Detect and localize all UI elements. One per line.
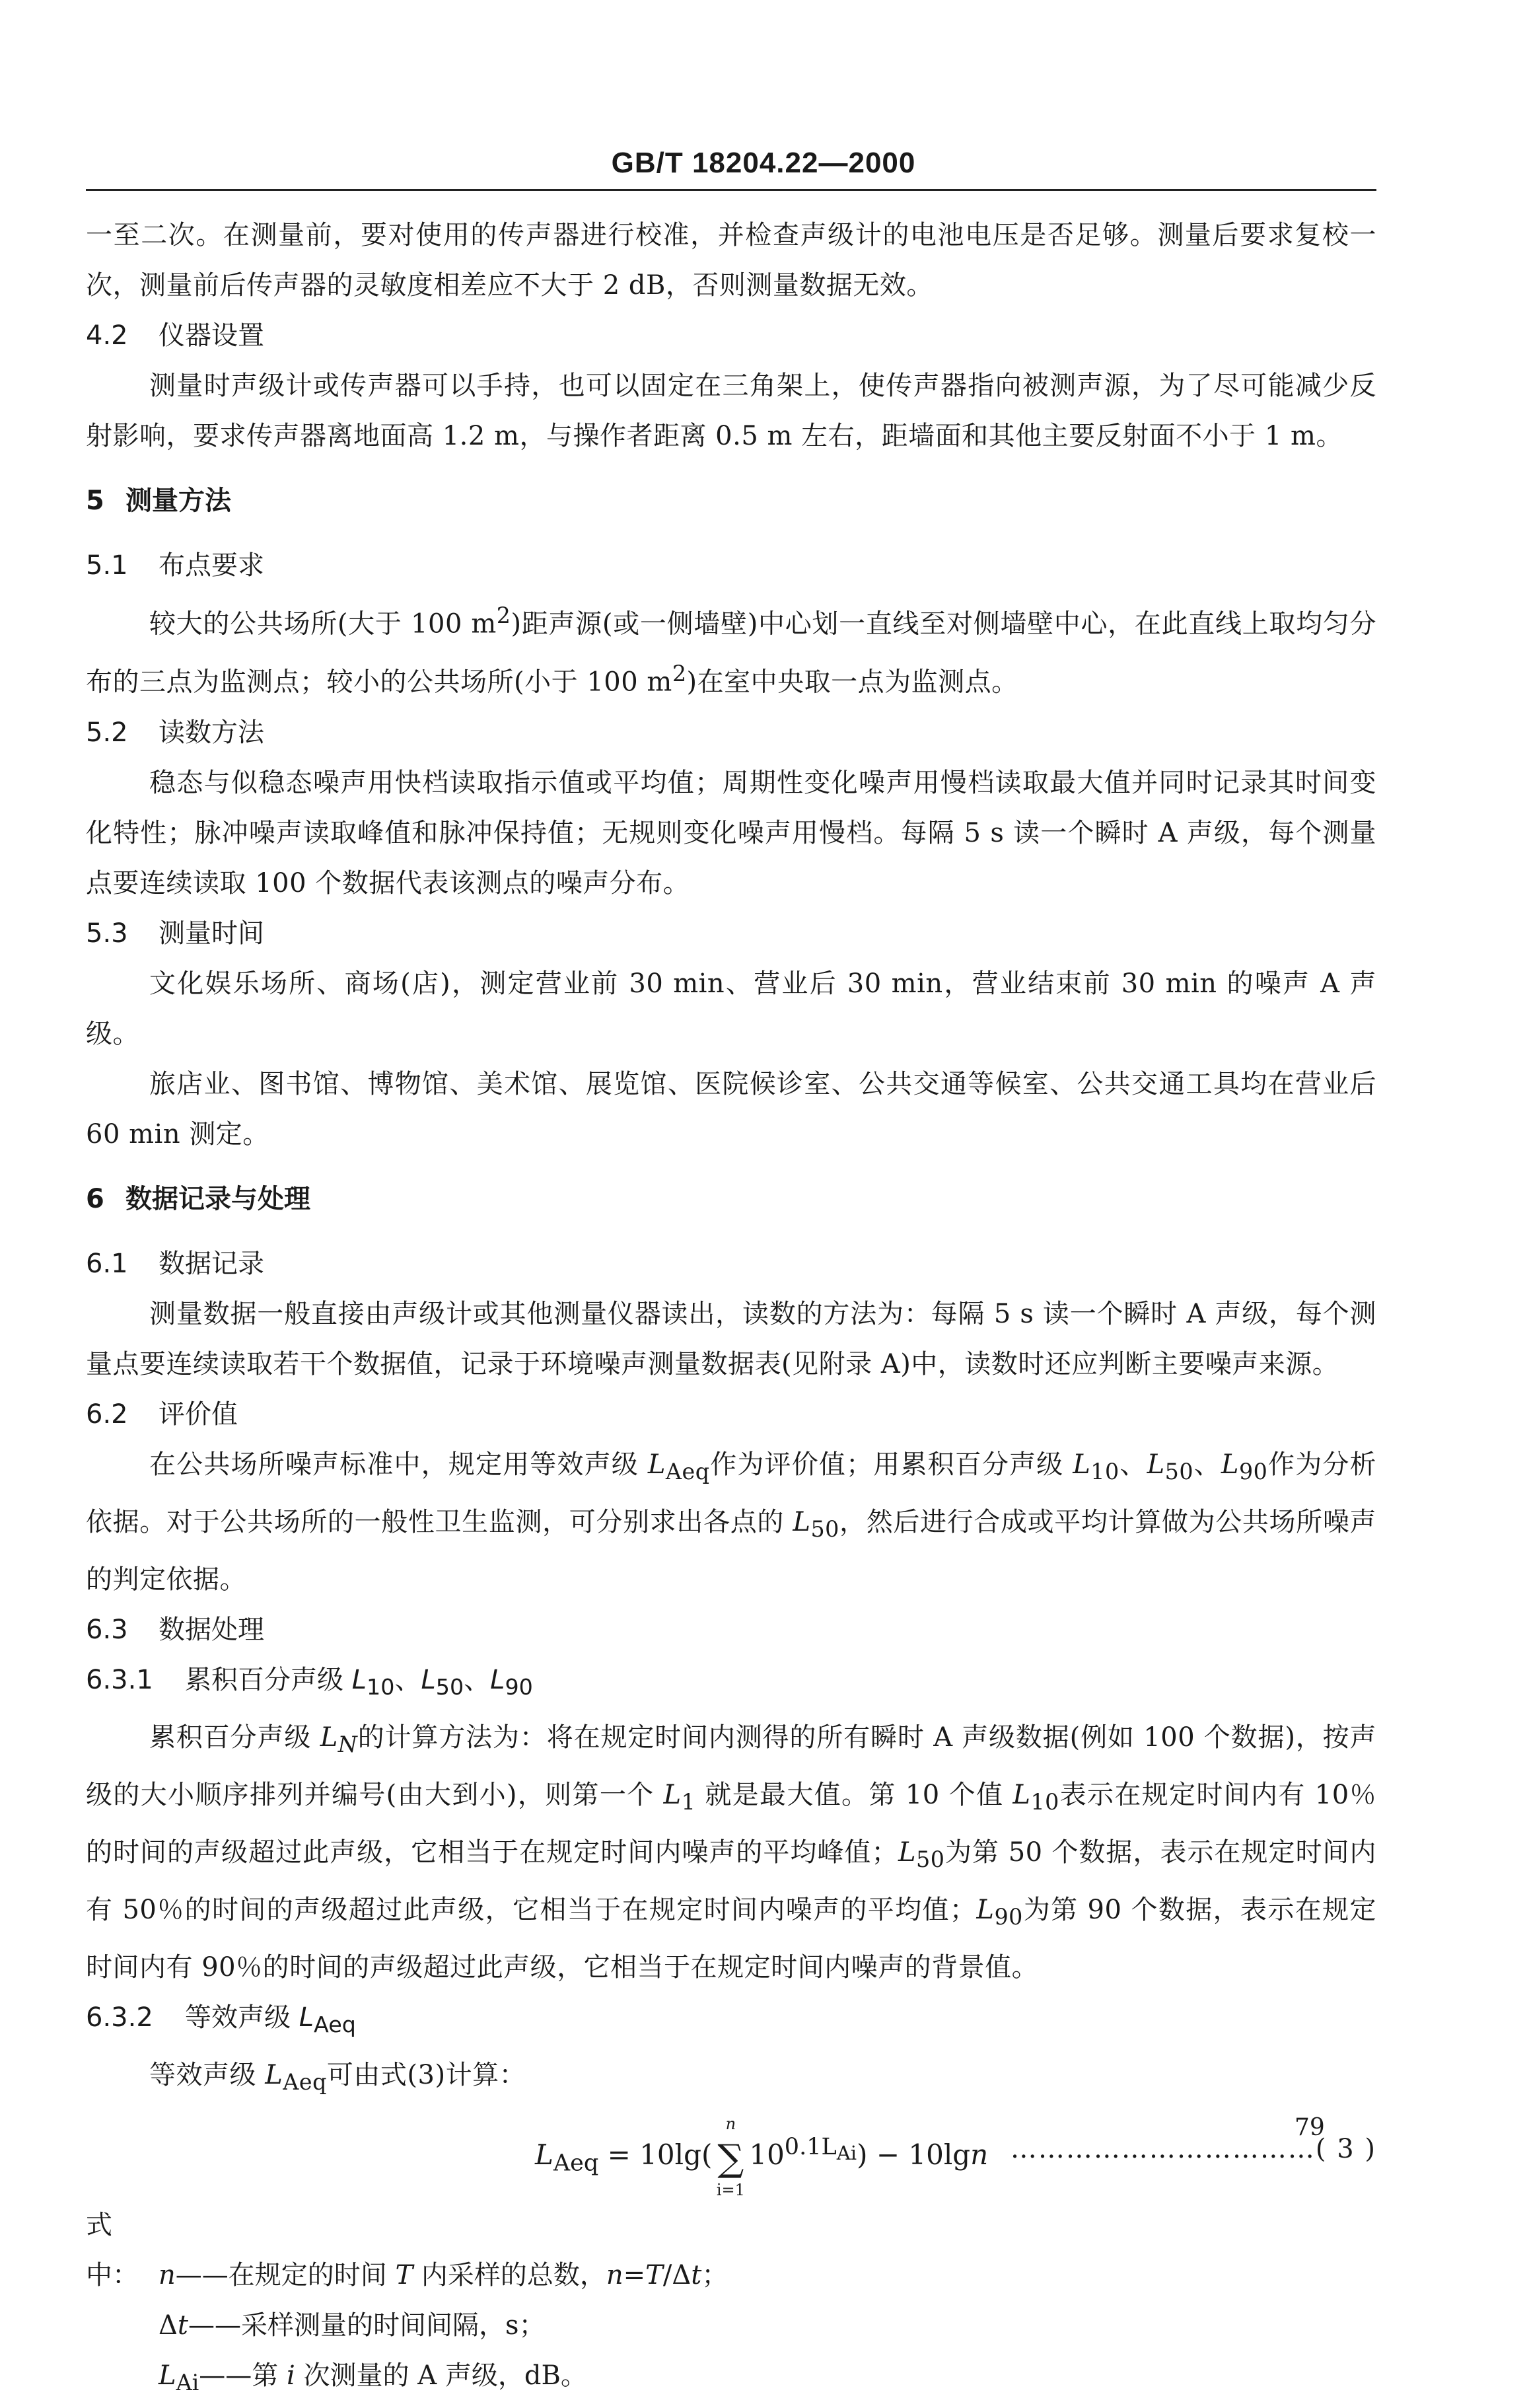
symbol: t [691, 2259, 702, 2290]
section-title: 评价值 [159, 1399, 238, 1430]
symbol: i [287, 2360, 295, 2391]
subscript: Aeq [314, 2011, 356, 2037]
section-number: 4.2 [86, 320, 128, 351]
symbol: n [606, 2259, 623, 2290]
text-run: 较大的公共场所(大于 100 m [149, 608, 497, 639]
text-run: 内采样的总数， [413, 2259, 606, 2290]
sum-sign: ∑ [717, 2136, 744, 2180]
separator: 、 [1193, 1449, 1221, 1480]
section-5-1-heading [86, 540, 1376, 591]
paragraph-6-1: 测量数据一般直接由声级计或其他测量仪器读出，读数的方法为：每隔 5 s 读一个瞬时 A 声级，每个测量点要连续读取若干个数据值，记录于环境噪声测量数据表(见附录 A)中，读数时还应判断主要噪声来源。 [86, 1298, 1376, 1379]
symbol: t [177, 2310, 188, 2341]
where-lead: 式中： [86, 2209, 139, 2290]
symbol: L [299, 2002, 314, 2033]
text-run: 为第 90 个数据，表示在规定时间内有 90％的时间的声级超过此声级，它相当于在规定时间内噪声的背景值。 [86, 1894, 1376, 1983]
section-number: 5.3 [86, 918, 128, 949]
paragraph-4-2: 测量时声级计或传声器可以手持，也可以固定在三角架上，使传声器指向被测声源，为了尽可能减少反射影响，要求传声器离地面高 1.2 m，与操作者距离 0.5 m 左右，距墙面和其他主要反射面不小于 1 m。 [86, 371, 1376, 451]
paragraph-6-3-2 [86, 2050, 1376, 2107]
where-dt [86, 2300, 1376, 2351]
text-run: 在公共场所噪声标准中，规定用等效声级 [149, 1449, 648, 1480]
subscript: 50 [435, 1673, 464, 1700]
symbol: L [976, 1894, 995, 1925]
where-n [86, 2200, 1376, 2300]
subscript: Ai [176, 2369, 199, 2395]
text-run: 次测量的 A 声级，dB。 [295, 2360, 587, 2391]
symbol: T [395, 2259, 413, 2290]
section-title: 数据处理 [159, 1614, 264, 1645]
subscript: 50 [1164, 1458, 1194, 1484]
section-5-2-heading [86, 708, 1376, 758]
text-run: ，然后进行合成或平均计算做为公共场所噪声的判定依据。 [86, 1506, 1376, 1595]
paragraph-6-3-1 [86, 1712, 1376, 1992]
text-run: )在室中央取一点为监测点。 [686, 667, 1018, 698]
equation-number: ……………………………( 3 ) [1010, 2133, 1376, 2164]
symbol: n [970, 2138, 989, 2171]
formula-3 [535, 2114, 989, 2199]
symbol: L [1221, 1449, 1239, 1480]
section-number: 6.2 [86, 1399, 128, 1430]
section-number: 5.2 [86, 717, 128, 748]
text-run: 可由式(3)计算： [326, 2059, 526, 2090]
section-number: 5 [86, 486, 104, 516]
text-run: 等效声级 [149, 2059, 266, 2090]
subscript: 10 [367, 1673, 395, 1700]
subscript: 10 [1030, 1788, 1059, 1815]
text-run: /Δ [662, 2259, 692, 2290]
separator: 、 [394, 1664, 421, 1695]
symbol: L [793, 1506, 811, 1537]
summation-symbol [712, 2114, 749, 2199]
symbol: L [351, 1664, 367, 1695]
section-title: 测量方法 [125, 486, 231, 516]
symbol: L [898, 1837, 917, 1868]
section-title: 数据记录与处理 [125, 1183, 310, 1214]
formula-text: 10 [749, 2138, 785, 2171]
section-title: 测量时间 [159, 918, 264, 949]
text-run: 作为评价值；用累积百分声级 [709, 1449, 1073, 1480]
sum-upper-limit: n [725, 2114, 736, 2133]
section-title: 仪器设置 [159, 320, 264, 351]
header-rule [86, 189, 1376, 191]
section-4-2-heading [86, 310, 1376, 361]
section-6-3-1-heading [86, 1655, 1376, 1712]
page-number: 79 [1295, 2114, 1325, 2141]
subscript: 10 [1090, 1458, 1119, 1484]
page-header: GB/T 18204.22—2000 [611, 147, 916, 179]
paragraph-5-1 [86, 591, 1376, 708]
paragraph-6-2 [86, 1440, 1376, 1605]
section-number: 6.3 [86, 1614, 128, 1645]
symbol: Δ [159, 2310, 178, 2341]
text-run: 作为分析依据。对于公共场所的一般性卫生监测，可分别求出各点的 [86, 1449, 1377, 1537]
superscript: 2 [672, 661, 687, 687]
section-number: 6.3.2 [86, 2002, 153, 2033]
text-run: ——第 [199, 2360, 287, 2391]
text-run: )距声源(或一侧墙壁)中心划一直线至对侧墙壁中心，在此直线上取均匀分布的三点为监测点；较小的公共场所(小于 100 m [86, 608, 1376, 698]
subscript: 50 [810, 1515, 839, 1542]
symbol: n [159, 2259, 176, 2290]
symbol: L [1012, 1779, 1031, 1810]
section-title: 累积百分声级 [185, 1664, 352, 1695]
paragraph-5-2: 稳态与似稳态噪声用快档读取指示值或平均值；周期性变化噪声用慢档读取最大值并同时记录其时间变化特性；脉冲噪声读取峰值和脉冲保持值；无规则变化噪声用慢档。每隔 5 s 读一个瞬时 A 声级，每个测量点要连续读取 100 个数据代表该测点的噪声分布。 [86, 767, 1376, 898]
section-title: 数据记录 [159, 1248, 264, 1279]
exponent: 0.1L [784, 2133, 837, 2160]
subscript: 50 [916, 1846, 945, 1872]
symbol: L [421, 1664, 436, 1695]
section-6-heading [86, 1174, 1376, 1224]
text-run: ——在规定的时间 [175, 2259, 396, 2290]
text-run: 为第 50 个数据，表示在规定时间内有 50％的时间的声级超过此声级，它相当于在规定时间内噪声的平均值； [86, 1837, 1377, 1925]
text-run: 的计算方法为：将在规定时间内测得的所有瞬时 A 声级数据(例如 100 个数据)，按声级的大小顺序排列并编号(由大到小)，则第一个 [86, 1722, 1376, 1810]
text-run: = [623, 2259, 646, 2290]
subscript: Aeq [553, 2150, 599, 2177]
subscript: 90 [505, 1673, 533, 1700]
section-5-3-heading [86, 908, 1376, 959]
section-title: 等效声级 [185, 2002, 299, 2033]
section-6-1-heading [86, 1239, 1376, 1289]
paragraph-5-3-b: 旅店业、图书馆、博物馆、美术馆、展览馆、医院候诊室、公共交通等候室、公共交通工具均在营业后 60 min 测定。 [86, 1068, 1376, 1149]
subscript: Aeq [665, 1458, 710, 1484]
separator: 、 [464, 1664, 491, 1695]
section-6-3-heading [86, 1605, 1376, 1655]
symbol: T [645, 2259, 663, 2290]
formula-row [86, 2114, 1376, 2199]
paragraph-5-3-a: 文化娱乐场所、商场(店)，测定营业前 30 min、营业后 30 min，营业结束前 30 min 的噪声 A 声级。 [86, 968, 1376, 1049]
section-6-2-heading [86, 1389, 1376, 1440]
text-run: 就是最大值。第 10 个值 [695, 1779, 1013, 1810]
page-content [86, 210, 1376, 2408]
subscript: 90 [994, 1903, 1023, 1930]
where-lai [86, 2351, 1376, 2408]
text-run: ； [701, 2259, 728, 2290]
text-run: 表示在规定时间内有 10％的时间的声级超过此声级，它相当于在规定时间内噪声的平均峰值； [86, 1779, 1376, 1868]
subscript: 90 [1238, 1458, 1268, 1484]
section-number: 6.1 [86, 1248, 128, 1279]
section-title: 布点要求 [159, 550, 264, 581]
symbol: L [647, 1449, 666, 1480]
section-number: 6.3.1 [86, 1664, 153, 1695]
section-5-heading [86, 476, 1376, 526]
subscript: 1 [681, 1788, 696, 1815]
symbol: L [663, 1779, 682, 1810]
text-run: ——采样测量的时间间隔，s； [188, 2310, 546, 2341]
formula-text: ) − 10lg [857, 2138, 971, 2171]
sum-lower-limit: i=1 [716, 2180, 745, 2199]
section-number: 5.1 [86, 550, 128, 581]
subscript: N [337, 1731, 358, 1757]
section-6-3-2-heading [86, 1992, 1376, 2050]
subscript: Ai [836, 2141, 857, 2164]
superscript: 2 [496, 602, 511, 628]
symbol: L [535, 2138, 553, 2171]
symbol: L [320, 1722, 338, 1753]
subscript: Aeq [283, 2068, 327, 2095]
text-run: 累积百分声级 [149, 1722, 320, 1753]
symbol: L [490, 1664, 505, 1695]
section-number: 6 [86, 1183, 104, 1214]
symbol: L [265, 2059, 283, 2090]
section-title: 读数方法 [159, 717, 264, 748]
paragraph-intro: 一至二次。在测量前，要对使用的传声器进行校准，并检查声级计的电池电压是否足够。测量后要求复校一次，测量前后传声器的灵敏度相差应不大于 2 dB，否则测量数据无效。 [86, 220, 1376, 301]
symbol: L [1073, 1449, 1091, 1480]
symbol: L [1147, 1449, 1165, 1480]
formula-text: = 10lg( [598, 2138, 713, 2171]
separator: 、 [1119, 1449, 1147, 1480]
symbol: L [159, 2360, 176, 2391]
